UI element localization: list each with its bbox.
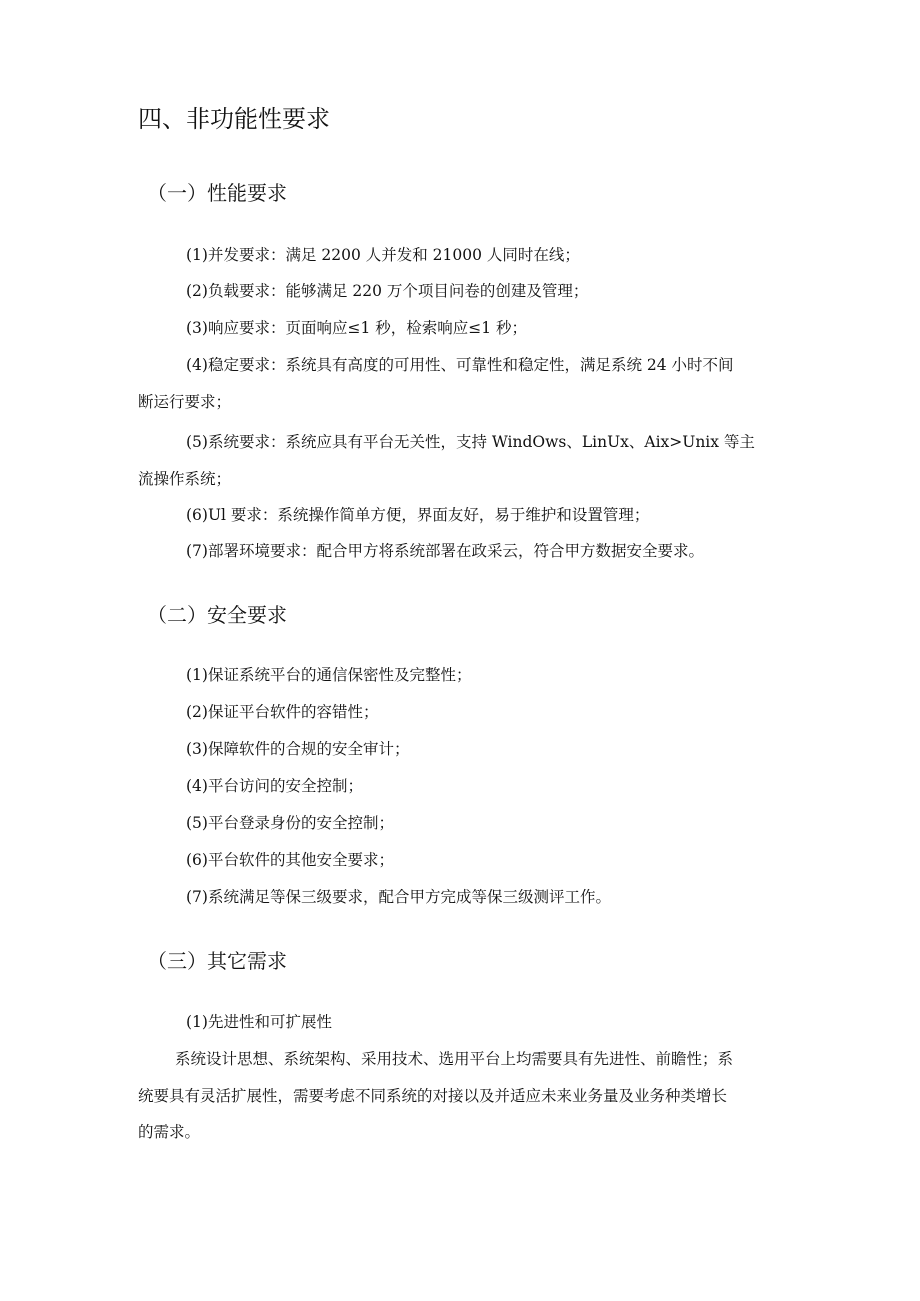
other-paragraph-line-3: 的需求。: [138, 1123, 201, 1141]
security-item-level-three: (7)系统满足等保三级要求，配合甲方完成等保三级测评工作。: [186, 888, 611, 906]
security-item-audit: (3)保障软件的合规的安全审计；: [186, 740, 410, 758]
performance-item-ui: (6)Ul 要求：系统操作简单方便，界面友好，易于维护和设置管理；: [186, 506, 650, 524]
other-item-scalability: (1)先进性和可扩展性: [186, 1013, 332, 1031]
section-heading-other: （三）其它需求: [147, 949, 287, 973]
security-item-fault-tolerance: (2)保证平台软件的容错性；: [186, 703, 379, 721]
section-heading-security: （二）安全要求: [147, 603, 287, 627]
performance-item-load: (2)负载要求：能够满足 220 万个项目问卷的创建及管理；: [186, 282, 589, 300]
performance-item-system-cont: 流操作系统；: [138, 470, 232, 488]
security-item-login-control: (5)平台登录身份的安全控制；: [186, 814, 394, 832]
performance-item-system: (5)系统要求：系统应具有平台无关性，支持 WindOws、LinUx、Aix>Unix 等主: [186, 433, 755, 451]
performance-item-response: (3)响应要求：页面响应≤1 秒，检索响应≤1 秒；: [186, 319, 528, 337]
page-title: 四、非功能性要求: [138, 105, 330, 133]
security-item-other: (6)平台软件的其他安全要求；: [186, 851, 394, 869]
performance-item-stability-cont: 断运行要求；: [138, 393, 232, 411]
performance-item-concurrency: (1)并发要求：满足 2200 人并发和 21000 人同时在线；: [186, 246, 580, 264]
other-paragraph-line-2: 统要具有灵活扩展性，需要考虑不同系统的对接以及并适应未来业务量及业务种类增长: [138, 1087, 728, 1105]
performance-item-stability: (4)稳定要求：系统具有高度的可用性、可靠性和稳定性，满足系统 24 小时不间: [186, 356, 734, 374]
security-item-access-control: (4)平台访问的安全控制；: [186, 777, 363, 795]
security-item-communication: (1)保证系统平台的通信保密性及完整性；: [186, 666, 472, 684]
section-heading-performance: （一）性能要求: [147, 181, 287, 205]
performance-item-deployment: (7)部署环境要求：配合甲方将系统部署在政采云，符合甲方数据安全要求。: [186, 542, 704, 560]
other-paragraph-line-1: 系统设计思想、系统架构、采用技术、选用平台上均需要具有先进性、前瞻性；系: [175, 1050, 734, 1068]
